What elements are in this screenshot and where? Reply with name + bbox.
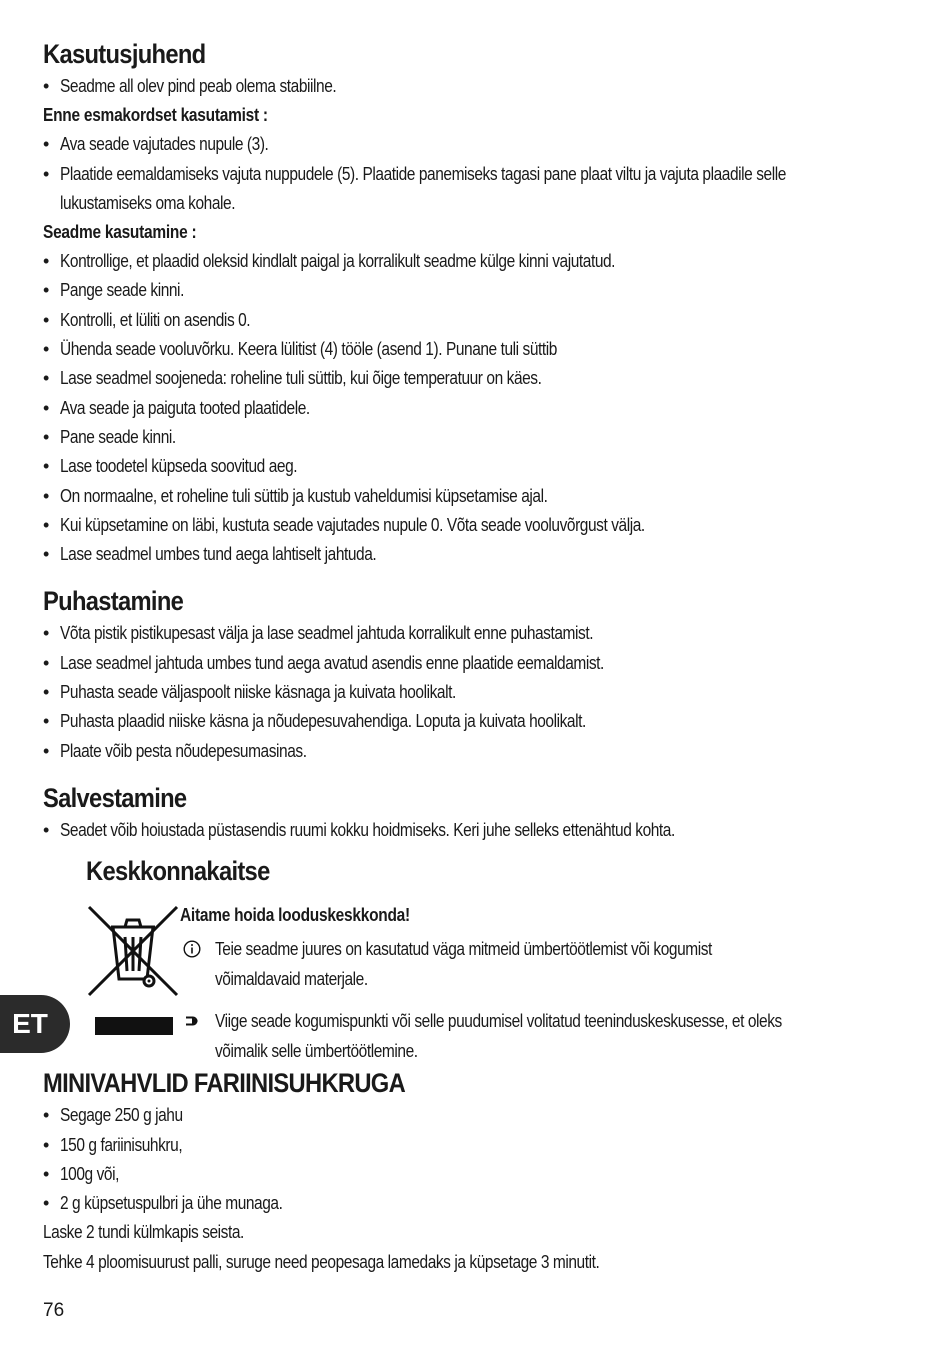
- list-item: • Kontrolli, et lüliti on asendis 0.: [43, 306, 913, 335]
- list-item: • Seadet võib hoiustada püstasendis ruumi kokku hoidmiseks. Keri juhe selleks ettenähtud kohta.: [43, 816, 913, 845]
- action-text-line-1: Viige seade kogumispunkti või selle puudumisel volitatud teeninduskeskusesse, et oleks: [215, 1011, 782, 1032]
- list-item: • Lase toodetel küpseda soovitud aeg.: [43, 452, 913, 481]
- heading-storage: Salvestamine: [43, 782, 187, 813]
- list-item: • Lase seadmel soojeneda: roheline tuli süttib, kui õige temperatuur on käes.: [43, 364, 913, 393]
- list-item: • Puhasta seade väljaspoolt niiske käsnaga ja kuivata hoolikalt.: [43, 678, 913, 707]
- list-item: • Pane seade kinni.: [43, 423, 913, 452]
- language-tab: ET: [0, 995, 70, 1053]
- list-item: • 2 g küpsetuspulbri ja ühe munaga.: [43, 1189, 913, 1218]
- page-number: 76: [43, 1300, 65, 1321]
- environment-section: [43, 853, 913, 1063]
- info-text-line-2: võimaldavaid materjale.: [215, 968, 368, 989]
- list-item: • Seadme all olev pind peab olema stabiilne.: [43, 72, 913, 101]
- list-item: • Lase seadmel umbes tund aega lahtiselt jahtuda.: [43, 540, 913, 569]
- heading-cleaning: Puhastamine: [43, 586, 184, 617]
- list-item: • 150 g fariinisuhkru,: [43, 1131, 913, 1160]
- storage-list: [43, 816, 913, 845]
- list-item: • Puhasta plaadid niiske käsna ja nõudepesuvahendiga. Loputa ja kuivata hoolikalt.: [43, 707, 913, 736]
- list-item: • Ava seade vajutades nupule (3).: [43, 130, 913, 159]
- heading-usage: Kasutusjuhend: [43, 39, 206, 69]
- subheading-before-first-use: Enne esmakordset kasutamist :: [43, 105, 268, 126]
- list-item: • Kui küpsetamine on läbi, kustuta seade vajutades nupule 0. Võta seade vooluvõrgust välja.: [43, 511, 913, 540]
- usage-intro-list: [43, 72, 913, 101]
- environment-subtitle: Aitame hoida looduskeskkonda!: [180, 905, 410, 926]
- info-icon: [183, 940, 201, 958]
- recipe-ingredients-list: [43, 1101, 913, 1218]
- list-item: • Võta pistik pistikupesast välja ja lase seadmel jahtuda korralikult enne puhastamist.: [43, 619, 913, 648]
- list-item: • Pange seade kinni.: [43, 276, 913, 305]
- heading-environment: Keskkonnakaitse: [86, 856, 270, 887]
- heading-recipe: MINIVAHVLID FARIINISUHKRUGA: [43, 1068, 406, 1099]
- action-text-line-2: võimalik selle ümbertöötlemine.: [215, 1040, 418, 1061]
- crossed-bin-icon: [87, 905, 179, 997]
- cleaning-list: [43, 619, 913, 765]
- before-first-use-list: [43, 130, 913, 218]
- list-item: • Ühenda seade vooluvõrku. Keera lülitist (4) tööle (asend 1). Punane tuli süttib: [43, 335, 913, 364]
- list-item: • 100g või,: [43, 1160, 913, 1189]
- list-item: • Plaate võib pesta nõudepesumasinas.: [43, 737, 913, 766]
- list-item: • Segage 250 g jahu: [43, 1101, 913, 1130]
- subheading-device-use: Seadme kasutamine :: [43, 222, 197, 243]
- recipe-step-2: Tehke 4 ploomisuurust palli, suruge need peopesaga lamedaks ja küpsetage 3 minutit.: [43, 1251, 600, 1272]
- recipe-step-1: Laske 2 tundi külmkapis seista.: [43, 1222, 244, 1243]
- list-item: • Lase seadmel jahtuda umbes tund aega avatud asendis enne plaatide eemaldamist.: [43, 649, 913, 678]
- device-use-list: [43, 247, 913, 569]
- list-item: • Plaatide eemaldamiseks vajuta nuppudele (5). Plaatide panemiseks tagasi pane plaat viltu ja vajuta plaadile selle lukustamiseks oma kohale.: [43, 160, 913, 219]
- list-item: • Kontrollige, et plaadid oleksid kindlalt paigal ja korralikult seadme külge kinni vajutatud.: [43, 247, 913, 276]
- arrow-right-icon: [183, 1012, 201, 1030]
- info-text-line-1: Teie seadme juures on kasutatud väga mitmeid ümbertöötlemist või kogumist: [215, 939, 712, 960]
- separator-bar: [95, 1017, 173, 1035]
- list-item: • On normaalne, et roheline tuli süttib ja kustub vaheldumisi küpsetamise ajal.: [43, 482, 913, 511]
- list-item: • Ava seade ja paiguta tooted plaatidele.: [43, 394, 913, 423]
